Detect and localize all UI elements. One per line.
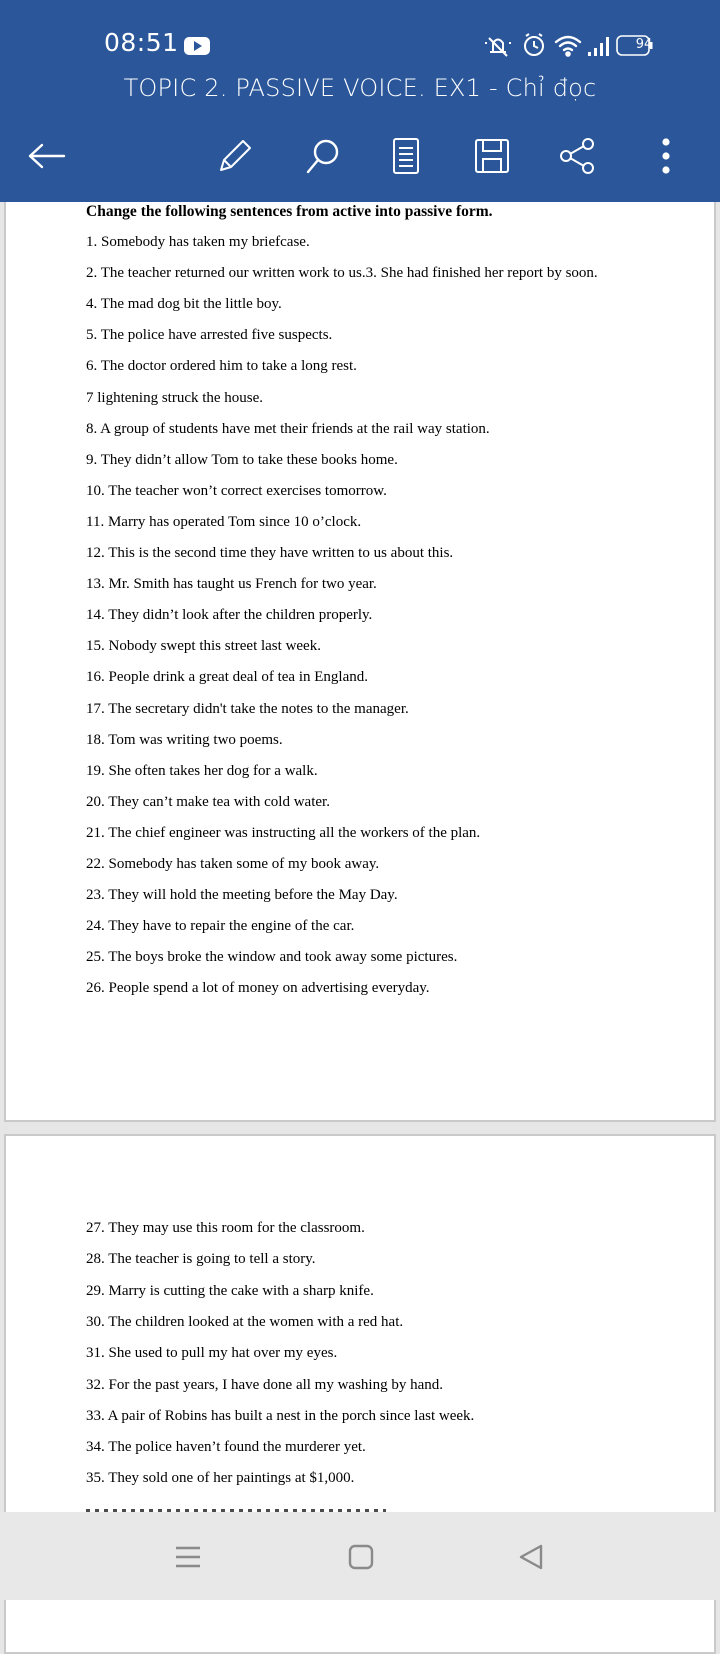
sentence-line: 1. Somebody has taken my briefcase. [86, 234, 310, 250]
edit-button[interactable] [207, 128, 263, 184]
sentence-line: 2. The teacher returned our written work to us.3. She had finished her report by soon. [86, 265, 598, 282]
more-options-button[interactable] [638, 128, 694, 184]
share-icon [557, 136, 597, 176]
recent-apps-button[interactable] [160, 1532, 216, 1582]
sentence-line: 20. They can’t make tea with cold water. [86, 793, 330, 810]
sentence-line: 8. A group of students have met their friends at the rail way station. [86, 420, 490, 437]
sentence-line: 27. They may use this room for the classroom. [86, 1220, 365, 1236]
battery-level: 94 [635, 37, 653, 52]
sentence-line: 18. Tom was writing two poems. [86, 731, 283, 748]
sentence-line: 32. For the past years, I have done all my washing by hand. [86, 1376, 444, 1393]
save-button[interactable] [464, 128, 520, 184]
app-bar [0, 0, 720, 202]
clipped-line [86, 1502, 386, 1512]
sentence-line: 24. They have to repair the engine of the car. [86, 918, 355, 935]
home-icon [347, 1543, 375, 1571]
sentence-line: 12. This is the second time they have written to us about this. [86, 545, 454, 561]
more-options-icon [660, 136, 672, 176]
youtube-icon [184, 37, 210, 55]
sentence-line: 11. Marry has operated Tom since 10 o’clock. [86, 513, 362, 530]
edit-pencil-icon [215, 136, 255, 176]
sentence-line: 5. The police have arrested five suspects. [86, 327, 333, 344]
reading-view-button[interactable] [378, 128, 434, 184]
back-icon [517, 1543, 545, 1571]
search-button[interactable] [296, 128, 352, 184]
sentence-line: 10. The teacher won’t correct exercises tomorrow. [86, 482, 387, 499]
sentence-line: 6. The doctor ordered him to take a long rest. [86, 358, 357, 375]
sentence-line: 23. They will hold the meeting before the May Day. [86, 887, 398, 904]
reading-view-icon [391, 136, 421, 176]
save-icon [473, 137, 511, 175]
sentence-line: 25. The boys broke the window and took away some pictures. [86, 949, 458, 966]
sentence-line: 9. They didn’t allow Tom to take these books home. [86, 451, 398, 468]
exercise-heading: Change the following sentences from active into passive form. [86, 203, 493, 220]
home-button[interactable] [333, 1532, 389, 1582]
system-nav-bar [0, 1512, 720, 1600]
sentence-line: 15. Nobody swept this street last week. [86, 638, 321, 655]
back-nav-button[interactable] [503, 1532, 559, 1582]
sentence-line: 7 lightening struck the house. [86, 389, 264, 406]
sentence-line: 29. Marry is cutting the cake with a sharp knife. [86, 1282, 374, 1299]
sentence-line: 26. People spend a lot of money on advertising everyday. [86, 980, 430, 997]
wifi-icon [556, 37, 580, 56]
signal-icon [588, 37, 609, 56]
sentence-line: 19. She often takes her dog for a walk. [86, 762, 318, 779]
search-icon [304, 136, 344, 176]
sentence-line: 22. Somebody has taken some of my book away. [86, 856, 380, 872]
sentence-line: 13. Mr. Smith has taught us French for two year. [86, 576, 377, 593]
sentence-line: 33. A pair of Robins has built a nest in the porch since last week. [86, 1407, 475, 1424]
back-button[interactable] [18, 128, 74, 184]
sentence-line: 21. The chief engineer was instructing all the workers of the plan. [86, 824, 481, 841]
sentence-line: 31. She used to pull my hat over my eyes. [86, 1345, 338, 1362]
status-time: 08:51 [104, 28, 179, 57]
document-title: TOPIC 2. PASSIVE VOICE. EX1 - Chỉ đọc [123, 74, 597, 102]
sentence-line: 35. They sold one of her paintings at $1,000. [86, 1470, 355, 1487]
sentence-line: 17. The secretary didn't take the notes to the manager. [86, 700, 409, 717]
recent-apps-icon [174, 1544, 202, 1570]
sentence-line: 30. The children looked at the women with a red hat. [86, 1313, 404, 1330]
share-button[interactable] [549, 128, 605, 184]
sentence-line: 28. The teacher is going to tell a story. [86, 1251, 316, 1268]
alarm-icon [525, 34, 543, 55]
mute-icon [485, 38, 511, 56]
back-arrow-icon [26, 141, 66, 171]
sentence-line: 34. The police haven’t found the murderer yet. [86, 1439, 366, 1456]
sentence-line: 14. They didn’t look after the children properly. [86, 607, 373, 624]
sentence-line: 16. People drink a great deal of tea in England. [86, 669, 368, 686]
sentence-line: 4. The mad dog bit the little boy. [86, 296, 282, 313]
